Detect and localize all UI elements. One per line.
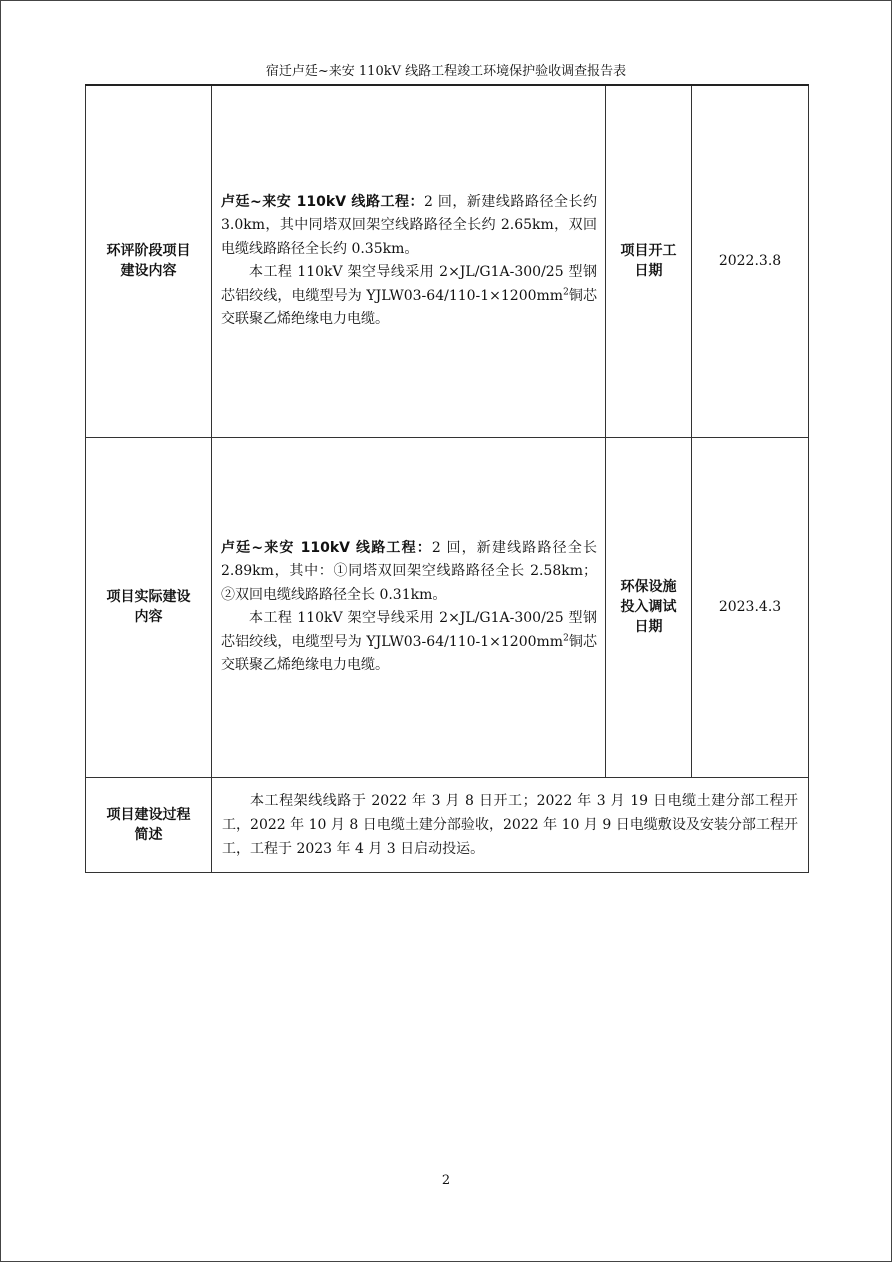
table-row-summary bbox=[86, 777, 809, 872]
eia-content-text bbox=[212, 85, 606, 437]
eia-content-line1: 2 回，新建线路路径全长约 3.0km，其中同塔双回架空线路路径全长约 2.65km，双回电缆线路路径全长约 0.35km。 bbox=[221, 193, 597, 257]
actual-content-label: 项目实际建设内容 bbox=[86, 437, 212, 777]
report-table bbox=[85, 84, 809, 873]
commissioning-date-label: 环保设施投入调试日期 bbox=[606, 437, 692, 777]
start-date-label: 项目开工日期 bbox=[606, 85, 692, 437]
commissioning-date-value: 2023.4.3 bbox=[692, 437, 809, 777]
eia-content-lead: 卢廷~来安 110kV 线路工程： bbox=[221, 193, 424, 210]
actual-content-tail: 铜芯交联聚乙烯绝缘电力电缆。 bbox=[221, 633, 598, 673]
table-row-eia-content bbox=[86, 85, 809, 437]
actual-content-lead: 卢廷~来安 110kV 线路工程： bbox=[221, 539, 432, 556]
eia-content-label: 环评阶段项目建设内容 bbox=[86, 85, 212, 437]
summary-label: 项目建设过程简述 bbox=[86, 777, 212, 872]
eia-content-para2: 本工程 110kV 架空导线采用 2×JL/G1A-300/25 型钢芯铝绞线，电缆型号为 YJLW03-64/110-1×1200mm bbox=[221, 264, 597, 304]
actual-content-text bbox=[212, 437, 606, 777]
summary-paragraph: 本工程架线线路于 2022 年 3 月 8 日开工；2022 年 3 月 19 日电缆土建分部工程开工，2022 年 10 月 8 日电缆土建分部验收，2022 年 10 月 9 日电缆敷设及安装分部工程开工，工程于 2023 年 4 月 3 日启动投运。 bbox=[222, 792, 798, 857]
actual-content-line1: 2 回，新建线路路径全长 2.89km，其中：①同塔双回架空线路路径全长 2.58km；②双回电缆线路路径全长 0.31km。 bbox=[221, 539, 597, 603]
eia-content-sup: 2 bbox=[563, 287, 569, 298]
summary-text bbox=[212, 777, 809, 872]
table-row-actual-content bbox=[86, 437, 809, 777]
page-number: 2 bbox=[441, 1173, 451, 1188]
start-date-value: 2022.3.8 bbox=[692, 85, 809, 437]
actual-content-sup: 2 bbox=[563, 632, 569, 643]
actual-content-para2: 本工程 110kV 架空导线采用 2×JL/G1A-300/25 型钢芯铝绞线，电缆型号为 YJLW03-64/110-1×1200mm bbox=[221, 610, 597, 650]
eia-content-tail: 铜芯交联聚乙烯绝缘电力电缆。 bbox=[221, 287, 598, 328]
page-header: 宿迁卢廷~来安 110kV 线路工程竣工环境保护验收调查报告表 bbox=[265, 64, 627, 79]
